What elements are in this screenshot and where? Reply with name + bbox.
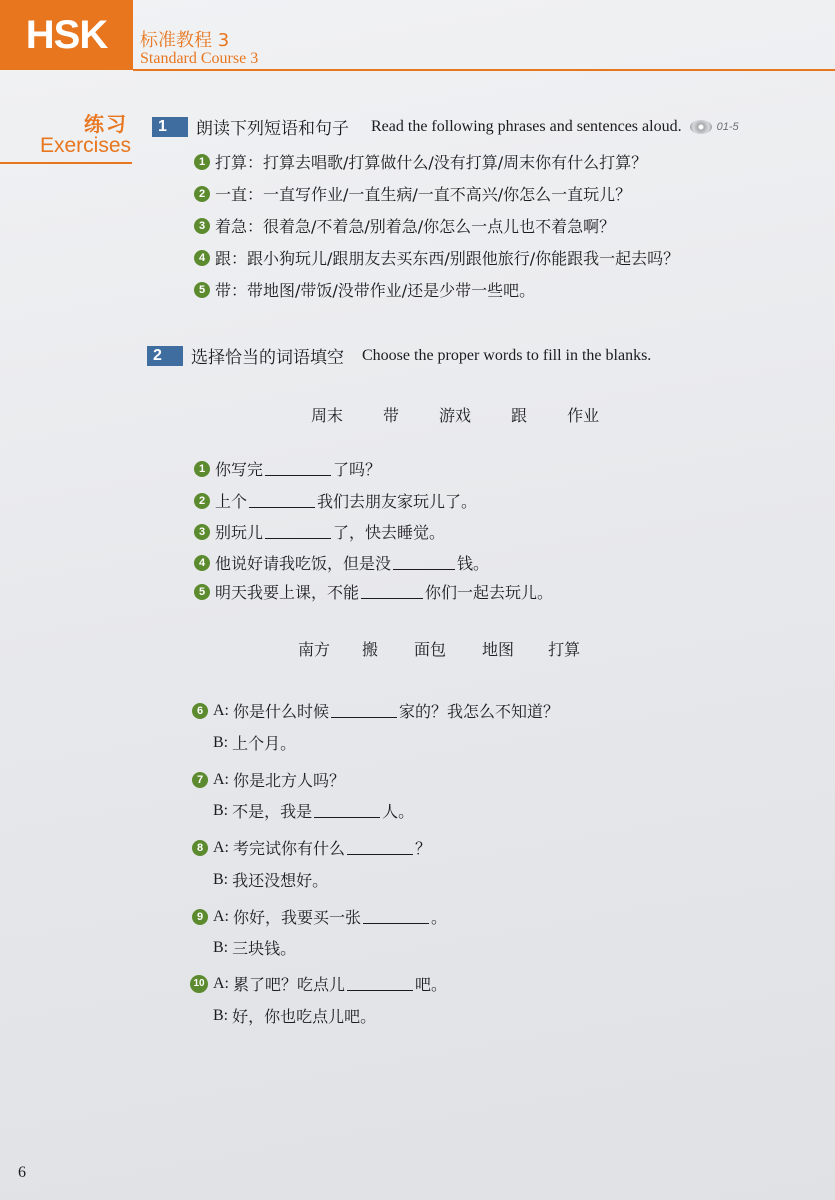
hsk-logo: HSK (25, 12, 108, 57)
sentence-start: 明天我要上课，不能 (215, 583, 360, 602)
item-number-badge: 2 (194, 186, 210, 202)
item-number-badge: 4 (194, 555, 210, 571)
phrase-text: 打算：打算去唱歌/打算做什么/没有打算/周末你有什么打算？ (215, 153, 648, 172)
dialog-line-a (192, 699, 559, 722)
sentence-start: 你是什么时候 (233, 702, 330, 721)
reply-text: 上个月。 (232, 734, 297, 753)
item-number-badge: 7 (192, 772, 208, 788)
sentence-text: 你是北方人吗？ (233, 771, 346, 790)
dialog-line-b (213, 799, 414, 822)
word-bank-1 (311, 403, 639, 426)
answer-blank[interactable] (314, 803, 380, 818)
item-number-badge: 3 (194, 218, 210, 234)
section2-heading (147, 343, 651, 368)
sentence-end: 钱。 (457, 554, 490, 573)
course-title-cn: 标准教程 3 (140, 30, 230, 51)
answer-blank[interactable] (393, 555, 455, 570)
sentence-end: 吧。 (415, 975, 448, 994)
dialog-line-a (190, 972, 447, 995)
phrase-text: 着急：很着急/不着急/别着急/你怎么一点儿也不着急啊？ (215, 217, 616, 236)
sentence-end: 了吗？ (333, 460, 382, 479)
reply-text: 三块钱。 (232, 939, 297, 958)
phrase-item (194, 150, 647, 173)
sentence-start: 累了吧？吃点儿 (233, 975, 346, 994)
section1-heading (152, 114, 739, 139)
fill-blank-item (194, 520, 445, 543)
word-bank-word: 面包 (414, 640, 447, 659)
item-number-badge: 10 (190, 975, 208, 993)
item-number-badge: 5 (194, 584, 210, 600)
header-divider (133, 69, 835, 71)
section1-title-en: Read the following phrases and sentences aloud. (371, 117, 682, 135)
word-bank-word: 南方 (298, 640, 331, 659)
section2-number: 2 (147, 346, 183, 366)
word-bank-word: 作业 (567, 406, 600, 425)
answer-blank[interactable] (265, 524, 331, 539)
word-bank-word: 打算 (548, 640, 581, 659)
speaker-b-label: B: (213, 801, 229, 819)
dialog-line-b (213, 936, 296, 959)
sentence-end: 人。 (382, 802, 415, 821)
word-bank-word: 搬 (362, 640, 379, 659)
item-number-badge: 2 (194, 493, 210, 509)
answer-blank[interactable] (265, 461, 331, 476)
sentence-start: 你好，我要买一张 (233, 908, 362, 927)
phrase-item (194, 182, 631, 205)
section2-title-en: Choose the proper words to fill in the blanks. (362, 346, 652, 364)
item-number-badge: 4 (194, 250, 210, 266)
section1-number: 1 (152, 117, 188, 137)
page-number: 6 (18, 1164, 26, 1181)
speaker-a-label: A: (213, 974, 229, 992)
item-number-badge: 1 (194, 461, 210, 477)
item-number-badge: 6 (192, 703, 208, 719)
speaker-b-label: B: (213, 1006, 229, 1024)
answer-blank[interactable] (347, 976, 413, 991)
sentence-end: ？ (415, 839, 432, 858)
fill-blank-item (194, 551, 489, 574)
item-number-badge: 3 (194, 524, 210, 540)
reply-text: 我还没想好。 (232, 871, 329, 890)
phrase-text: 跟：跟小狗玩儿/跟朋友去买东西/别跟他旅行/你能跟我一起去吗？ (215, 249, 680, 268)
phrase-item (194, 246, 679, 269)
speaker-a-label: A: (213, 838, 229, 856)
exercises-divider (0, 162, 132, 164)
sentence-start: 你写完 (215, 460, 264, 479)
dialog-line-a (192, 836, 431, 859)
item-number-badge: 9 (192, 909, 208, 925)
answer-blank[interactable] (347, 840, 413, 855)
dialog-line-b (213, 868, 328, 891)
reply-text: 好，你也吃点儿吧。 (232, 1007, 377, 1026)
answer-blank[interactable] (361, 584, 423, 599)
sentence-end: 了，快去睡觉。 (333, 523, 446, 542)
answer-blank[interactable] (249, 493, 315, 508)
item-number-badge: 8 (192, 840, 208, 856)
speaker-a-label: A: (213, 701, 229, 719)
phrase-text: 一直：一直写作业/一直生病/一直不高兴/你怎么一直玩儿？ (215, 185, 632, 204)
word-bank-word: 地图 (482, 640, 515, 659)
speaker-b-label: B: (213, 870, 229, 888)
word-bank-word: 带 (383, 406, 400, 425)
fill-blank-item (194, 457, 381, 480)
sentence-start: 他说好请我吃饭，但是没 (215, 554, 392, 573)
dialog-line-b (213, 1004, 376, 1027)
word-bank-word: 周末 (311, 406, 344, 425)
speaker-a-label: A: (213, 907, 229, 925)
sentence-start: 上个 (215, 492, 248, 511)
sentence-end: 你们一起去玩儿。 (425, 583, 554, 602)
exercises-label-cn: 练习 (84, 112, 128, 136)
sentence-start: 不是，我是 (232, 802, 313, 821)
dialog-line-a (192, 768, 345, 791)
sentence-start: 别玩儿 (215, 523, 264, 542)
audio-disc-icon[interactable] (690, 120, 739, 134)
speaker-b-label: B: (213, 733, 229, 751)
dialog-line-a (192, 905, 447, 928)
exercises-label-en: Exercises (40, 134, 132, 157)
hsk-logo-tab (0, 0, 133, 70)
section1-title-cn: 朗读下列短语和句子 (196, 119, 349, 139)
phrase-item (194, 214, 615, 237)
item-number-badge: 1 (194, 154, 210, 170)
disc-icon (690, 120, 712, 134)
section2-title-cn: 选择恰当的词语填空 (191, 348, 344, 368)
phrase-item (194, 278, 535, 301)
sentence-end: 我们去朋友家玩儿了。 (317, 492, 478, 511)
dialog-line-b (213, 731, 296, 754)
item-number-badge: 5 (194, 282, 210, 298)
word-bank-word: 游戏 (439, 406, 472, 425)
answer-blank[interactable] (363, 909, 429, 924)
fill-blank-item (194, 489, 477, 512)
speaker-a-label: A: (213, 770, 229, 788)
word-bank-2 (298, 637, 620, 660)
answer-blank[interactable] (331, 703, 397, 718)
course-title-en: Standard Course 3 (140, 50, 259, 67)
sentence-end: 。 (431, 908, 448, 927)
sentence-start: 考完试你有什么 (233, 839, 346, 858)
fill-blank-item (194, 580, 553, 603)
audio-track-number: 01-5 (716, 120, 739, 133)
word-bank-word: 跟 (511, 406, 528, 425)
speaker-b-label: B: (213, 938, 229, 956)
sentence-end: 家的？我怎么不知道？ (399, 702, 560, 721)
phrase-text: 带：带地图/带饭/没带作业/还是少带一些吧。 (215, 281, 536, 300)
